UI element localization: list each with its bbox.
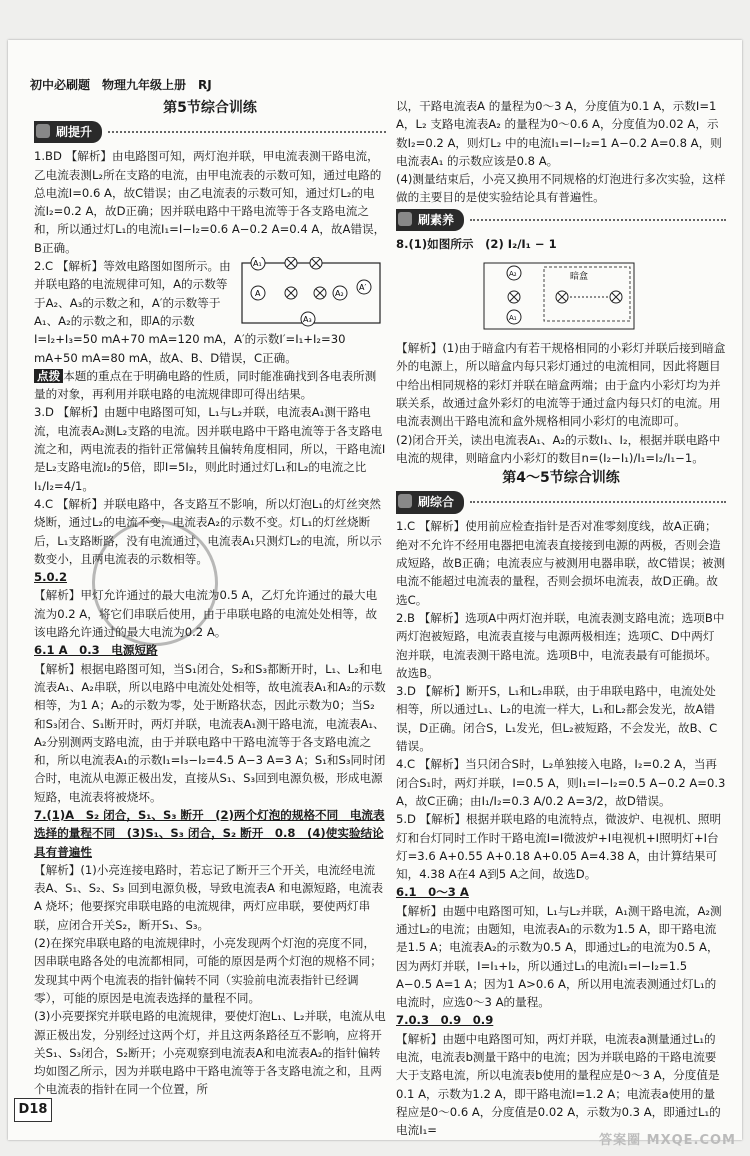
right-column [396,97,726,1140]
review-2: 2.B 【解析】选项A中两灯泡并联，电流表测支路电流；选项B中两灯泡被短路，电流表直接与电源两极相连；选项C、D中两灯泡并联，电流表测干路电流。选项B中，电流表最有可能损坏。故选B。 [396,610,725,680]
review-3: 3.D 【解析】断开S，L₁和L₂串联，由于串联电路中，电流处处相等，所以通过L₁、L₂的电流一样大，L₁和L₂都会发光，故A错误，D正确。闭合S，L₁发光，但L₂被短路，不会发光，故B、C错误。 [396,684,718,754]
tip-paragraph [34,367,386,404]
svg-text:A₂: A₂ [509,270,517,279]
review-7-answer: 7.0.3 0.9 0.9 [396,1013,494,1028]
review-6: 【解析】由题中电路图可知，L₁与L₂并联，A₁测干路电流，A₂测通过L₂的电流；由题知，电流表A₁的示数为1.5 A，即干路电流是1.5 A；电流表A₂的示数为0.5 A，即通过L₂的电流为0.5 A，因为两灯并联，I=I₁+I₂，所以通过L₁的电流I₁=I−I₂=1.5 A−0.5 A=1 A；因为1 A>0.6 A，所以用电流表测通过灯L₁的电流时，应选0～3 A的量程。 [396,903,722,1010]
review-4: 4.C 【解析】当只闭合S时，L₂单独接入电路，I₂=0.2 A，当再闭合S₁时，两灯并联，I=0.5 A，则I₁=I−I₂=0.5 A−0.2 A=0.3 A，故C正确；由I₁/I₂=0.3 A/0.2 A=3/2，故D错误。 [396,757,726,808]
answer-6: 6.1 A 0.3 电源短路 [34,643,158,658]
answer-8: 8.(1)如图所示 (2) I₂/I₁ − 1 [396,236,557,251]
question-8-part-1: 【解析】(1)由于暗盒内有若干规格相同的小彩灯并联后接到暗盒外的电源上，所以暗盒内每只彩灯通过的电流相同，因此将题目中给出相同规格的彩灯并联在暗盒两端；由于盒内小彩灯均为并联关系，故通过盒外彩灯的电流等于通过盒内每只灯的电流。用电流表测出干路电流和盒外规格相同小彩灯的电流即可。 [396,341,726,429]
answer-5: 5.0.2 [34,570,68,585]
review-1: 1.C 【解析】使用前应检查指针是否对准零刻度线，故A正确；绝对不允许不经用电器把电流表直接接到电源的两极，否则会造成短路，故B正确；电流表应与被测用电器串联，故C错误；被测电流不能超过电流表的量程，否则会损坏电流表，故D正确。故选C。 [396,519,726,607]
box-label: 暗盒 [570,272,589,283]
tip-text: 本题的重点在于明确电路的性质，同时能准确找到各电表所测量的对象，再利用并联电路的电流规律即可得出结果。 [34,368,377,402]
question-8-part-2: (2)闭合开关，读出电流表A₁、A₂的示数I₁、I₂，根据并联电路中电流的规律，则暗盒内小彩灯的数目n=(I₂−I₁)/I₁=I₂/I₁−1。 [396,432,721,465]
banner-rule-3 [470,501,726,503]
banner-rule [108,131,386,133]
question-1: 1.BD 【解析】由电路图可知，两灯泡并联，甲电流表测干路电流，乙电流表测L₂所在支路的电流，由甲电流表的示数可知，通过电路的总电流I=0.6 A，故C错误；由乙电流表的示数可知，通过灯L₂的电流I₂=0.2 A，故D正确；因并联电路中干路电流等于各支路电流之和，所以通过灯L₁的电流I₁=I−I₂=0.6 A−0.2 A=0.4 A，故A错误，B正确。 [34,149,386,255]
section-title: 第5节综合训练 [163,100,257,116]
section-title-2: 第4～5节综合训练 [502,470,620,487]
banner-label: 刷提升 [34,121,102,143]
svg-text:A: A [255,289,261,299]
review-6-answer: 6.1 0～3 A [396,885,469,900]
equivalent-circuit-diagram [236,257,386,329]
banner-label-2: 刷素养 [396,209,464,231]
svg-text:A₂: A₂ [335,289,344,299]
svg-text:A₃: A₃ [303,315,312,325]
watermark: 答案圈 MXQE.COM [599,1133,736,1148]
svg-text:A′: A′ [359,283,367,293]
review-7: 【解析】由题中电路图可知，两灯并联，电流表a测量通过L₁的电流，电流表b测量干路中的电流；因为并联电路的干路电流要大于支路电流，所以电流表b使用的量程应是0～3 A，分度值是0.1 A，示数为1.2 A，即干路电流I=1.2 A；电流表a使用的量程应是0～0.6 A，分度值是0.02 A，示数为0.3 A，即通过L₁的电流I₁= [396,1031,721,1138]
running-header: 初中必刷题 物理九年级上册 RJ [30,78,212,92]
question-6: 【解析】根据电路图可知，当S₁闭合，S₂和S₃都断开时，L₁、L₂和电流表A₁、A₂串联，所以电路中电流处处相等，故电流表A₁和A₂的示数相等，为1 A；A₂的示数为零，处于断路状态，因此示数为0；当S₂和S₃闭合、S₁断开时，两灯并联，电流表A₁测干路电流，电流表A₁、A₂分别测两支路电流，由于并联电路中干路电流等于各支路电流之和，所以电流表A₁的示数I₁=I₃−I₂=4.5 A−3 A=3 A；S₁和S₃同时闭合时，电流从电源正极出发，直接从S₁、S₃回到电源负极，形成电源短路，电流表将被烧坏。 [34,661,386,804]
banner-literacy [396,209,726,231]
svg-text:A₁: A₁ [253,259,262,269]
question-3: 3.D 【解析】由题中电路图可知，L₁与L₂并联，电流表A₁测干路电流，电流表A₂测L₂支路的电流。因并联电路中干路电流等于各支路电流之和，两电流表的指针正常偏转且偏转角度相同，所以，干路电流I是L₂支路电流I₂的5倍，即I=5I₂，则此时通过灯L₁和L₂的电流之比I₁/I₂=4/1。 [34,405,386,493]
page-number: D18 [14,1098,52,1122]
question-4: 4.C 【解析】并联电路中，各支路互不影响，所以灯泡L₁的灯丝突然烧断，通过L₂的电流不变，电流表A₂的示数不变。灯L₁的灯丝烧断后，L₁支路断路，没有电流通过，电流表A₁只测灯L₂的电流，所以示数变小，且两电流表的示数相等。 [34,496,382,566]
banner-label-3: 刷综合 [396,491,464,513]
dark-box-circuit-diagram [478,255,648,335]
answer-7: 7.(1)A S₂ 闭合，S₁、S₃ 断开 (2)两个灯泡的规格不同 电流表选择的量程不同 (3)S₁、S₃ 闭合，S₂ 断开 0.8 (4)使实验结论具有普遍性 [34,807,385,859]
svg-text:A₁: A₁ [509,314,517,323]
question-7-continued: 以，干路电流表A 的量程为0～3 A，分度值为0.1 A，示数I=1 A，L₂ 支路电流表A₂ 的量程为0～0.6 A，分度值为0.02 A，示数I₂=0.2 A，则灯L₂ 中的电流I₁=I−I₂=1 A−0.2 A=0.8 A，则电流表A₁ 的示数应该是0.8 A。 [396,99,722,168]
question-7-part-4: (4)测量结束后，小亮又换用不同规格的灯泡进行多次实验，这样做的主要目的是使实验结论具有普遍性。 [396,172,726,205]
banner-comprehensive [396,491,726,513]
question-7-part-3: (3)小亮要探究并联电路的电流规律，要使灯泡L₁、L₂并联，电流从电源正极出发，分别经过这两个灯，并且这两条路径互不影响，应将开关S₁、S₃闭合，S₂断开；小亮观察到电流表A和电流表A₂的指针偏转均如图乙所示，因为并联电路中干路电流等于各支路电流之和，且两个电流表的指针在同一个位置，所 [34,1009,386,1097]
banner-rule-2 [470,219,726,221]
banner-practice [34,121,386,143]
question-7-part-1: 【解析】(1)小亮连接电路时，若忘记了断开三个开关，电流经电流表A、S₁、S₂、S₃ 回到电源负极，导致电流表A 和电源短路，电流表A 烧坏；他要探究串联电路的电流规律，两灯应串联，要使两灯串联，应闭合开关S₂，断开S₁、S₃。 [34,862,384,932]
question-2: 2.C 【解析】等效电路图如图所示。由并联电路的电流规律可知，A的示数等于A₂、A₃的示数之和，A′的示数等于A₁、A₂的示数之和，即A的示数I=I₂+I₃=50 mA+70 mA=120 mA，A′的示数I′=I₁+I₂=30 mA+50 mA=80 mA，故A、B、D错误，C正确。 [34,259,346,365]
tip-badge: 点拨 [34,369,63,383]
question-7-part-2: (2)在探究串联电路的电流规律时，小亮发现两个灯泡的亮度不同，因串联电路各处的电流都相同，可能的原因是两个灯泡的规格不同；发现其中两个电流表的指针偏转不同（实验前电流表指针已经调零），可能的原因是电流表选择的量程不同。 [34,936,382,1005]
question-5: 【解析】甲灯允许通过的最大电流为0.5 A，乙灯允许通过的最大电流为0.2 A，将它们串联后使用，由于串联电路的电流处处相等，故该电路允许通过的最大电流为0.2 A。 [34,588,378,640]
review-5: 5.D 【解析】根据并联电路的电流特点，微波炉、电视机、照明灯和台灯同时工作时干路电流I=I微波炉+I电视机+I照明灯+I台灯=3.6 A+0.55 A+0.18 A+0.05 A=4.38 A，由计算结果可知，4.38 A在4 A到5 A之间，故选D。 [396,812,722,882]
